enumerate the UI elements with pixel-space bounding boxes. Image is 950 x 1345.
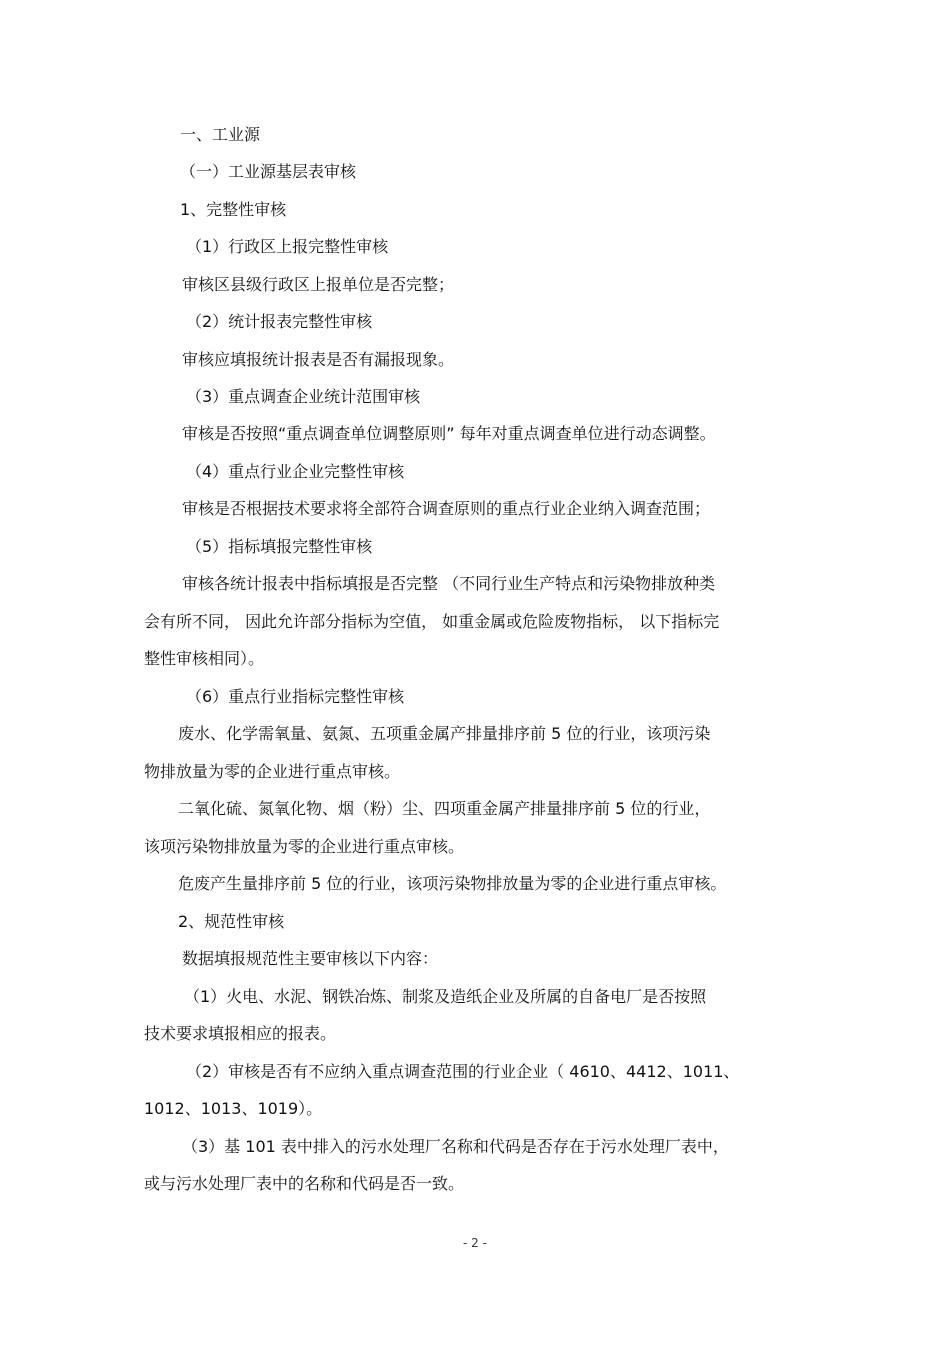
subheading-basic-table-review: （一）工业源基层表审核 — [180, 162, 357, 181]
paragraph-line: 审核应填报统计报表是否有漏报现象。 — [182, 350, 455, 369]
paragraph-line: （1）火电、水泥、钢铁冶炼、制浆及造纸企业及所属的自备电厂是否按照 — [184, 987, 707, 1006]
paragraph-line: 或与污水处理厂表中的名称和代码是否一致。 — [144, 1174, 465, 1193]
paragraph-line: 该项污染物排放量为零的企业进行重点审核。 — [144, 837, 465, 856]
paragraph-line: 技术要求填报相应的报表。 — [144, 1024, 337, 1043]
paragraph-line: 二氧化硫、氮氧化物、烟（粉）尘、四项重金属产排量排序前 5 位的行业， — [178, 799, 711, 818]
page-number: - 2 - — [463, 1236, 487, 1250]
paragraph-line: （2）审核是否有不应纳入重点调查范围的行业企业（ 4610、4412、1011、 — [186, 1062, 740, 1081]
paragraph-line: 1012、1013、1019）。 — [144, 1099, 323, 1118]
item-1-heading: （1）行政区上报完整性审核 — [186, 237, 389, 256]
paragraph-line: 审核各统计报表中指标填报是否完整 （不同行业生产特点和污染物排放种类 — [182, 574, 716, 593]
paragraph-line: 危废产生量排序前 5 位的行业，该项污染物排放量为零的企业进行重点审核。 — [178, 874, 727, 893]
item-5-heading: （5）指标填报完整性审核 — [186, 537, 373, 556]
paragraph-line: 审核是否根据技术要求将全部符合调查原则的重点行业企业纳入调查范围； — [182, 499, 711, 518]
heading-industrial-source: 一、工业源 — [180, 125, 261, 144]
item-4-heading: （4）重点行业企业完整性审核 — [186, 462, 405, 481]
paragraph-line: 会有所不同， 因此允许部分指标为空值， 如重金属或危险废物指标， 以下指标完 — [144, 612, 720, 631]
paragraph-line: 审核是否按照“重点调查单位调整原则” 每年对重点调查单位进行动态调整。 — [182, 424, 716, 443]
item-2-heading: （2）统计报表完整性审核 — [186, 312, 373, 331]
section-completeness-review: 1、完整性审核 — [180, 200, 287, 219]
paragraph-line: 整性审核相同）。 — [144, 649, 265, 668]
paragraph-line: （3）基 101 表中排入的污水处理厂名称和代码是否存在于污水处理厂表中， — [182, 1137, 729, 1156]
item-6-heading: （6）重点行业指标完整性审核 — [186, 687, 405, 706]
section-standardization-review: 2、规范性审核 — [178, 912, 285, 931]
paragraph-line: 审核区县级行政区上报单位是否完整； — [182, 275, 455, 294]
paragraph-line: 物排放量为零的企业进行重点审核。 — [144, 762, 401, 781]
item-3-heading: （3）重点调查企业统计范围审核 — [186, 387, 421, 406]
paragraph-line: 数据填报规范性主要审核以下内容： — [182, 949, 439, 968]
paragraph-line: 废水、化学需氧量、氨氮、五项重金属产排量排序前 5 位的行业，该项污染 — [178, 724, 711, 743]
